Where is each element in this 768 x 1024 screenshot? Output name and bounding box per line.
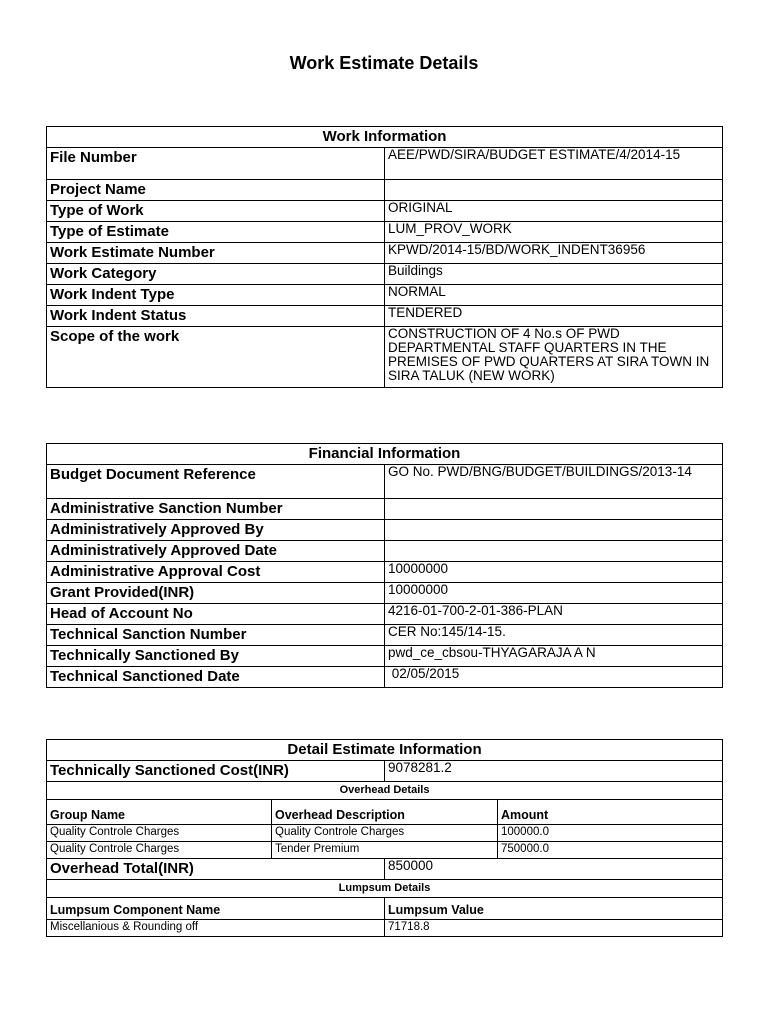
page-title: Work Estimate Details — [289, 53, 479, 73]
work-information-heading: Work Information — [47, 127, 723, 148]
head-of-account-label: Head of Account No — [47, 604, 385, 625]
budget-document-reference-value: GO No. PWD/BNG/BUDGET/BUILDINGS/2013-14 — [385, 465, 723, 499]
technical-sanction-number-value: CER No:145/14-15. — [385, 625, 723, 646]
detail-estimate-heading: Detail Estimate Information — [47, 740, 723, 761]
lumpsum-value: 71718.8 — [385, 920, 723, 937]
administratively-approved-date-value — [385, 541, 723, 562]
overhead-total-value: 850000 — [385, 859, 723, 880]
overhead-description: Quality Controle Charges — [272, 825, 498, 842]
head-of-account-value: 4216-01-700-2-01-386-PLAN — [385, 604, 723, 625]
scope-of-work-label: Scope of the work — [47, 327, 385, 388]
type-of-work-label: Type of Work — [47, 201, 385, 222]
budget-document-reference-label: Budget Document Reference — [47, 465, 385, 499]
technically-sanctioned-by-value: pwd_ce_cbsou-THYAGARAJA A N — [385, 646, 723, 667]
lumpsum-col-component-name: Lumpsum Component Name — [47, 898, 385, 920]
work-estimate-number-label: Work Estimate Number — [47, 243, 385, 264]
administrative-approval-cost-label: Administrative Approval Cost — [47, 562, 385, 583]
work-indent-status-label: Work Indent Status — [47, 306, 385, 327]
lumpsum-component-name: Miscellanious & Rounding off — [47, 920, 385, 937]
technical-sanctioned-date-value: 02/05/2015 — [385, 667, 723, 688]
table-row — [47, 842, 723, 859]
overhead-amount: 750000.0 — [498, 842, 723, 859]
financial-information-heading: Financial Information — [47, 444, 723, 465]
table-row — [47, 825, 723, 842]
technically-sanctioned-by-label: Technically Sanctioned By — [47, 646, 385, 667]
lumpsum-col-value: Lumpsum Value — [385, 898, 723, 920]
technical-sanction-number-label: Technical Sanction Number — [47, 625, 385, 646]
detail-estimate-table — [46, 739, 723, 937]
administrative-sanction-number-value — [385, 499, 723, 520]
table-row — [47, 920, 723, 937]
lumpsum-details-heading: Lumpsum Details — [47, 880, 723, 898]
work-estimate-number-value: KPWD/2014-15/BD/WORK_INDENT36956 — [385, 243, 723, 264]
work-category-label: Work Category — [47, 264, 385, 285]
overhead-group-name: Quality Controle Charges — [47, 842, 272, 859]
grant-provided-label: Grant Provided(INR) — [47, 583, 385, 604]
overhead-amount: 100000.0 — [498, 825, 723, 842]
financial-information-table — [46, 443, 723, 688]
work-information-table — [46, 126, 723, 388]
type-of-work-value: ORIGINAL — [385, 201, 723, 222]
type-of-estimate-label: Type of Estimate — [47, 222, 385, 243]
overhead-group-name: Quality Controle Charges — [47, 825, 272, 842]
overhead-description: Tender Premium — [272, 842, 498, 859]
overhead-col-amount: Amount — [498, 800, 723, 825]
project-name-label: Project Name — [47, 180, 385, 201]
administratively-approved-by-value — [385, 520, 723, 541]
overhead-details-heading: Overhead Details — [47, 782, 723, 800]
file-number-value: AEE/PWD/SIRA/BUDGET ESTIMATE/4/2014-15 — [385, 148, 723, 180]
overhead-col-group-name: Group Name — [47, 800, 272, 825]
grant-provided-value: 10000000 — [385, 583, 723, 604]
project-name-value — [385, 180, 723, 201]
sanctioned-cost-value: 9078281.2 — [385, 761, 723, 782]
overhead-col-description: Overhead Description — [272, 800, 498, 825]
work-indent-type-label: Work Indent Type — [47, 285, 385, 306]
work-indent-status-value: TENDERED — [385, 306, 723, 327]
work-category-value: Buildings — [385, 264, 723, 285]
scope-of-work-value: CONSTRUCTION OF 4 No.s OF PWD DEPARTMENTAL STAFF QUARTERS IN THE PREMISES OF PWD QUARTERS AT SIRA TOWN IN SIRA TALUK (NEW WORK) — [385, 327, 723, 388]
technical-sanctioned-date-label: Technical Sanctioned Date — [47, 667, 385, 688]
sanctioned-cost-label: Technically Sanctioned Cost(INR) — [47, 761, 385, 782]
work-indent-type-value: NORMAL — [385, 285, 723, 306]
administrative-approval-cost-value: 10000000 — [385, 562, 723, 583]
type-of-estimate-value: LUM_PROV_WORK — [385, 222, 723, 243]
file-number-label: File Number — [47, 148, 385, 180]
overhead-total-label: Overhead Total(INR) — [47, 859, 385, 880]
administratively-approved-date-label: Administratively Approved Date — [47, 541, 385, 562]
administrative-sanction-number-label: Administrative Sanction Number — [47, 499, 385, 520]
administratively-approved-by-label: Administratively Approved By — [47, 520, 385, 541]
